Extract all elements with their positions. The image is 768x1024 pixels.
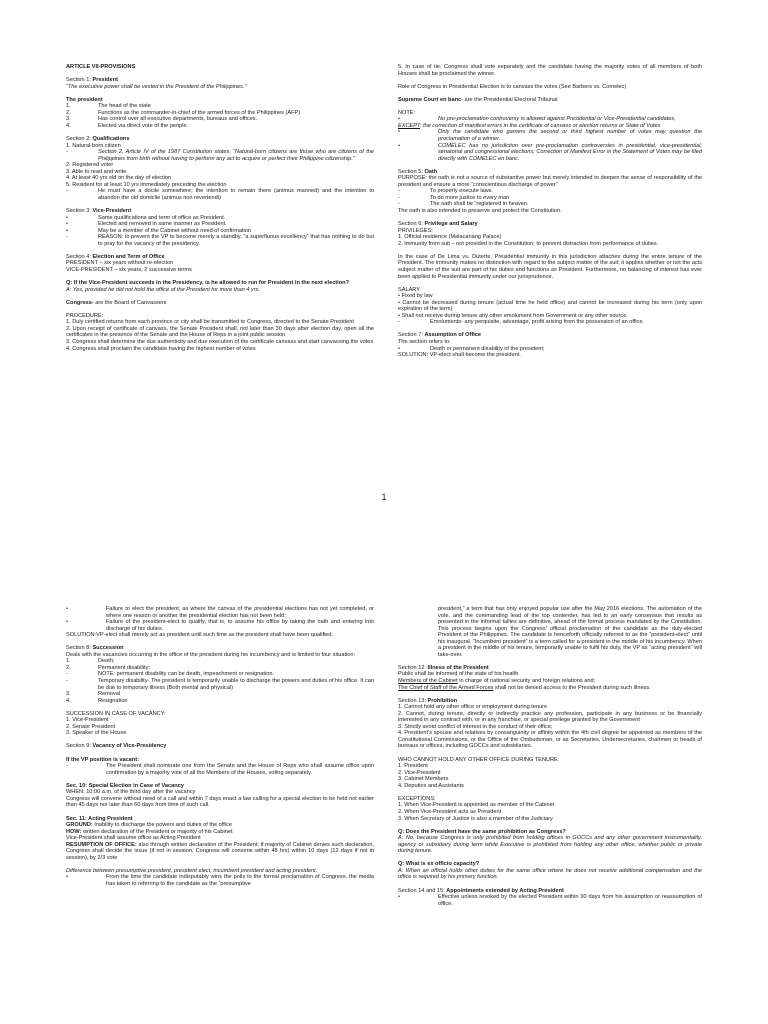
paragraph: PRIVILEGES: — [398, 227, 433, 234]
paragraph: SOLUTION: VP-elect shall become the president. — [398, 352, 521, 359]
text-run: are the Board of Canvassers — [93, 299, 167, 306]
text-run: also through written declaration of the President; if majority of Cabinet denies such declaration, Congress shall decide the issue (if not in session, Congress will convene within 48 hrs) within 10 days (12 days if not in session), by 2/3 vote — [66, 841, 375, 861]
text-run: : the correction of manifest errors in the certificate of canvass or election returns or State of Votes — [419, 122, 661, 129]
list-marker: 1. — [66, 658, 71, 665]
heading: ARTICLE VII-PROVISIONS — [66, 64, 136, 70]
list-marker: • — [398, 116, 400, 123]
list-item — [66, 606, 374, 619]
list-marker: - — [398, 201, 400, 208]
list-marker: 3. — [66, 116, 71, 123]
list-marker: 1. — [66, 103, 71, 110]
paragraph: 2. Immunity from suit – not provided in the Constitution; to prevent distraction from performance of duties. — [398, 240, 659, 247]
paragraph: VICE-PRESIDENT – six years, 2 successive terms — [66, 266, 192, 273]
heading: Sec. 11: Acting President — [66, 815, 133, 822]
text-run: Section 4: — [66, 253, 93, 260]
paragraph: PROCEDURE: — [66, 312, 104, 319]
list-item-text: Death; — [98, 658, 115, 665]
list-item-text: To properly execute laws — [430, 188, 492, 195]
paragraph: A: Yes, provided he did not hold the office of the President for more than 4 yrs. — [66, 286, 260, 293]
paragraph: 2. Registered voter — [66, 162, 114, 169]
list-item — [398, 894, 702, 907]
paragraph: • Cannot be decreased during tenure (actual time he held office) and cannot be increased during his term (only upon expiration of the term) — [398, 299, 702, 313]
text-run: GROUND: — [66, 822, 93, 829]
list-item-text: Resignation — [98, 697, 128, 704]
paragraph: 1. Vice-President — [66, 717, 109, 724]
text-run: EXCEPT — [398, 122, 420, 129]
list-marker: • — [66, 221, 68, 228]
text-run: shall not be denied access to the President during such illness. — [493, 684, 651, 691]
list-item — [66, 234, 374, 247]
list-item — [66, 619, 374, 632]
paragraph: 3. Strictly avoid conflict of interest in the conduct of their office; — [398, 723, 553, 730]
paragraph: PRESIDENT – six years without re-election — [66, 260, 174, 267]
paragraph: Congress will convene without need of a call and within 7 days enact a law calling for a special election to be held not earlier than 45 days nor later than 60 days from time of such call. — [66, 795, 374, 809]
paragraph: 4. At least 40 yrs old on the day of election — [66, 175, 172, 182]
list-marker: 2. — [66, 664, 71, 671]
paragraph: SOLUTION:VP-elect shall merely act as president until such time as the president shall have been qualified. — [66, 632, 334, 639]
text-run: Section 2: — [66, 136, 93, 143]
text-run: Inability to discharge the powers and duties of the office — [92, 822, 232, 829]
text-run: Qualifications — [92, 136, 130, 143]
paragraph: In the case of De Lima vs. Duterte, Presidential immunity in this jurisdiction attaches during the entire tenure of the President. The immunity makes no distinction with regard to the subject matter of the suit; it applies whether or not the acts subject matter of the suit are part of his duties and functions as President. Furthermore, no balancing of interest has ever been applied to Presidential immunity under our jurisprudence. — [398, 253, 702, 280]
paragraph: 5. Resident for at least 10 yrs immediately preceding the election — [66, 181, 227, 188]
text-run: Section 7: — [398, 332, 425, 339]
text-run: President — [92, 77, 118, 84]
text-run: Section 6: — [398, 221, 425, 228]
text-run: Section 13: — [398, 697, 428, 704]
list-item-text: The head of the state — [98, 103, 151, 110]
paragraph: 4. Deputies and Assistants — [398, 782, 464, 789]
list-marker: - — [398, 319, 400, 326]
list-marker: 4. — [66, 122, 71, 129]
text-run: Section 8: — [66, 645, 93, 652]
list-item — [66, 763, 374, 776]
list-marker: • — [398, 129, 400, 136]
paragraph: 2. Vice-President — [398, 769, 441, 776]
paragraph: PURPOSE: the oath is not a source of substantive power but merely intended to deepen the sense of responsibility of the president and ensure a more “conscientious discharge of power” — [398, 175, 702, 188]
list-marker: • — [66, 214, 68, 221]
text-run: in charge of national security and foreign relations and; — [457, 678, 596, 685]
list-item-text: Same qualifications and term of office as President. — [98, 214, 226, 221]
list-marker: - — [66, 188, 68, 195]
heading: Q: If the Vice-President succeeds in the Presidency, is he allowed to run for President in the next election? — [66, 280, 349, 287]
text-run: Succession — [92, 645, 124, 652]
text-run: Prohibition — [427, 697, 458, 704]
text-run: HOW: — [66, 828, 82, 835]
list-marker: - — [66, 763, 68, 770]
text-run: are the Presidential Electoral Tribunal — [462, 96, 558, 103]
list-marker: • — [398, 142, 400, 149]
text-run: Members of the Cabinet — [398, 678, 458, 685]
paragraph: WHEN: 10:00 a.m. of the third day after the vacancy — [66, 789, 196, 796]
list-item-text: Removal — [98, 691, 121, 698]
list-item-text: Elected via direct vote of the people. — [98, 122, 189, 129]
paragraph: 1. Cannot hold any other office or employment during tenure — [398, 704, 548, 711]
list-item — [66, 678, 374, 691]
text-run: Oath — [424, 168, 438, 175]
list-item-text: No pre-proclamation controversy is allowed against Presidential or Vice-Presidential candidates, — [438, 116, 676, 123]
page-2-left-column — [66, 606, 374, 888]
text-run: written declaration of the President or majority of his Cabinet — [81, 828, 233, 835]
paragraph: The oath is also intended to preserve and protect the Constitution. — [398, 208, 562, 215]
page-1-left-column — [66, 64, 374, 352]
document-page-2 — [0, 600, 768, 1024]
list-marker: • — [66, 227, 68, 234]
paragraph: “The executive power shall be vested in the President of the Philippines.” — [66, 83, 247, 90]
text-run: Vacancy of Vice-Presidency — [92, 743, 167, 750]
list-item-text: Only the candidate who garners the second or third highest number of votes may question the proclamation of a winner. — [438, 129, 702, 143]
text-run: Section 14 and 15: — [398, 887, 447, 894]
text-run: Section 5: — [398, 168, 425, 175]
paragraph: 3. Congress shall determine the due authenticity and due execution of the certificate canvass and start canvassing the votes — [66, 338, 374, 345]
paragraph: • Fixed by law — [398, 293, 433, 300]
paragraph: A: When an official holds other duties for the same office where he does not receive additional compensation and the office is required by his primary function. — [398, 867, 702, 881]
text-run: Section 3: — [66, 208, 93, 215]
list-item-text: Emoluments- any perquisite, advantage, profit arising from the possession of an office. — [430, 319, 645, 326]
heading: Sec. 10: Special Election in Case of Vacancy — [66, 782, 184, 789]
paragraph: 2. Cannot, during tenure, directly or indirectly practice any profession, participate in any business or be financially interested in any contract with, or in any franchise, or special privilege granted by the Government — [398, 710, 702, 724]
list-marker: - — [398, 194, 400, 201]
list-marker: - — [66, 234, 68, 241]
text-run: Vice-President — [92, 208, 132, 215]
paragraph: 1. Duly certified returns from each province or city shall be transmitted to Congress, directed to the Senate President — [66, 319, 354, 326]
paragraph: 4. Congress shall proclaim the candidate having the highest number of votes — [66, 345, 256, 352]
paragraph: 1. President — [398, 763, 428, 770]
list-item — [66, 188, 374, 201]
list-item — [398, 319, 702, 326]
text-run: Election and Term of Office — [92, 253, 165, 260]
list-item — [398, 143, 702, 163]
paragraph: 2. When Vice-President acts as President — [398, 808, 502, 815]
list-item-text: From the time the candidate indisputably wins the polls to the formal proclamation of Congress, the media has taken to referring to the candidate as the “presumptive — [106, 874, 374, 887]
list-marker: • — [398, 894, 400, 901]
list-item-text: Has control over all executive departments, bureaus and offices. — [98, 116, 258, 123]
list-marker: 3. — [66, 691, 71, 698]
paragraph: A: No, because Congress is only prohibited from holding offices in GOCCs and any other government instrumentality, agency or subsidiary during term while Executive is prohibited from holding any other office, whether public or private during tenure. — [398, 835, 702, 855]
list-item — [66, 698, 374, 705]
list-marker: • — [66, 874, 68, 881]
paragraph: 3. When Secretary of Justice is also a member of the Judiciary — [398, 815, 553, 822]
text-run: Section 1: — [66, 77, 93, 84]
list-marker: - — [66, 678, 68, 685]
text-run: The Chief of Staff of the Armed Forces — [398, 684, 494, 691]
list-item — [66, 123, 374, 130]
paragraph: The section refers to: — [398, 338, 451, 345]
list-marker: - — [398, 188, 400, 195]
paragraph: 1. Official residence (Malacanang Palace) — [398, 234, 502, 241]
list-item-text: He must have a docile somewhere; the intention to remain there (animus manned) and the intention to abandon the old domicile (animus non revertendi) — [98, 188, 374, 201]
text-run: Section 12: — [398, 664, 428, 671]
paragraph: Difference between presumptive president, president elect, incumbent president and acting president. — [66, 867, 318, 874]
list-item-text: Temporary disability- The president is temporarily unable to discharge the powers and duties of his office. It can be due to temporary illness (Both mental and physical) — [98, 678, 374, 691]
list-item-text: NOTE: permanent disability can be death, impeachment or resignation. — [98, 671, 274, 678]
paragraph: Vice-President shall assume office as Acting President — [66, 835, 201, 842]
list-item — [398, 129, 702, 142]
paragraph: • Shall not receive during tenure any other emolument from Government or any other source. — [398, 312, 628, 319]
list-item-text: The oath shall be “registered in heaven. — [430, 201, 529, 208]
list-item-text: Failure of the president-elect to qualify, that is, to assume his office by taking the oath and entering into discharge of his duties. — [106, 619, 374, 632]
heading: The president — [66, 96, 103, 103]
page-2-right-column — [398, 606, 702, 907]
text-run: Assumption of Office — [424, 332, 481, 339]
list-item-text: Functions as the commander-in-chief of the armed forces of the Philippines (AFP) — [98, 109, 301, 116]
paragraph: 1. Natural-born citizen — [66, 142, 121, 149]
paragraph: WHO CANNOT HOLD ANY OTHER OFFICE DURING TENURE: — [398, 756, 560, 763]
list-marker: 2. — [66, 109, 71, 116]
list-marker: • — [66, 606, 68, 612]
heading: If the VP position is vacant: — [66, 756, 139, 763]
list-item — [66, 874, 374, 887]
list-item-text: Death or permanent disability of the president; — [430, 345, 545, 352]
text-run: Illness of the President — [427, 664, 489, 671]
list-item — [66, 149, 374, 162]
paragraph: 3. Cabinet Members — [398, 776, 449, 783]
paragraph: Deals with the vacancies occurring in the office of the president during his incumbency and is limited to four situation: — [66, 651, 356, 658]
list-item-text: REASON: to prevent the VP to become merely a standby, “a superfluous excellency” that has nothing to do but to pray for the vacancy of the presidency. — [98, 234, 374, 247]
paragraph: president,” a term that has only enjoyed popular use after the May 2016 elections. The automation of the vote, and the commanding lead of the top contender, has led to an early consensus that results as presented in the informal tallies are definitive, ahead of the formal process mandated by the Constitution. This process begins upon the Congress’ official proclamation of the candidate as the duly-elected President of the Philippines. The candidate is henceforth officially referred to as the “president-elect” until his inaugural. “Incumbent president” is a term called for a president in the middle of his incumbency. When a president in the middle of his tenure, temporarily unable to fulfil his duty, the VP as “acting president” will take-over. — [438, 606, 702, 658]
paragraph: SUCCESSION IN CASE OF VACANCY: — [66, 710, 166, 717]
heading: Q: Does the President have the same prohibition as Congress? — [398, 828, 566, 835]
page-1-right-column — [398, 64, 702, 359]
list-item-text: Section 2, Article IV of the 1987 Constitution states, “Natural-born citizens are those who are citizens of the Philippines from birth without having to perform any act to acquire or perfect their Philippine citizenship.” — [98, 149, 374, 162]
text-run: Congress- — [66, 299, 94, 306]
page-number: 1 — [381, 492, 387, 502]
list-item-text: Permanent disability; — [98, 664, 150, 671]
paragraph: Public shall be informed of the state of his health — [398, 671, 519, 678]
list-item-text: COMELEC has no jurisdiction over pre-proclamation controversies in presidential, vice-presidential, senatorial and congressional elections; Correction of Manifest Error in the Statement of Votes may be filed directly with COMELEC en banc. — [438, 142, 702, 162]
paragraph: 2. Upon receipt of certificate of canvass, the Senate President shall, not later than 30 days after election day, open all the certificates in the presence of the Senate and the House of Reps in a joint public session — [66, 325, 374, 339]
paragraph: SALARY — [398, 286, 420, 293]
paragraph: 4. President’s spouse and relatives by consanguinity or affinity within the 4th civil degree be appointed as members of the Constitutional Commissions, or the Office of the Ombudsman, or as Secretaries, Undersecretaries, chairmen or heads of bureaus or offices, including GOCCs and subsidiaries. — [398, 730, 702, 750]
list-marker: - — [66, 671, 68, 678]
text-run: Privilege and Salary — [424, 221, 478, 228]
list-item-text: Failure to elect the president, as where the canvas of the presidential elections has not yet completed, or where one reason or another the presidential election has not been held; — [106, 606, 374, 619]
list-marker: • — [398, 345, 400, 352]
paragraph: NOTE: — [398, 109, 416, 116]
text-run: Supreme Court en banc- — [398, 96, 463, 103]
paragraph: 3. Able to read and write — [66, 168, 127, 175]
list-item-text: May be a member of the Cabinet without need of confirmation — [98, 227, 251, 234]
list-item-text: Elected and removed in same manner as President. — [98, 221, 227, 228]
list-marker: • — [66, 619, 68, 626]
list-marker: 4. — [66, 697, 71, 704]
paragraph: 1. When Vice-President is appointed as member of the Cabinet — [398, 802, 555, 809]
paragraph: Role of Congress in Presidential Election is to canvass the votes (See Barbers vs. Comelec) — [398, 83, 627, 90]
text-run: RESUMPTION OF OFFICE: — [66, 841, 137, 848]
paragraph: 2. Senate President — [66, 723, 116, 730]
heading: Q: What is ex officio capacity? — [398, 861, 480, 868]
list-item-text: Effective unless revoked by the elected President within 90 days from his assumption or reassumption of office. — [438, 894, 702, 907]
list-marker: - — [66, 149, 68, 156]
paragraph: 3. Speaker of the House — [66, 730, 127, 737]
text-run: Section 9: — [66, 743, 93, 750]
text-run: Appointments extended by Acting President — [446, 887, 564, 894]
paragraph: EXCEPTIONS: — [398, 795, 436, 802]
paragraph — [66, 842, 374, 862]
paragraph: 5. In case of tie, Congress shall vote separately and the candidate having the majority votes of all members of both Houses shall be proclaimed the winner. — [398, 64, 702, 77]
list-item-text: The President shall nominate one from the Senate and the House of Reps who shall assume office upon confirmation by a majority vote of all the Members of the Houses, voting separately. — [106, 763, 374, 776]
list-item-text: To do more justice to every man — [430, 194, 510, 201]
